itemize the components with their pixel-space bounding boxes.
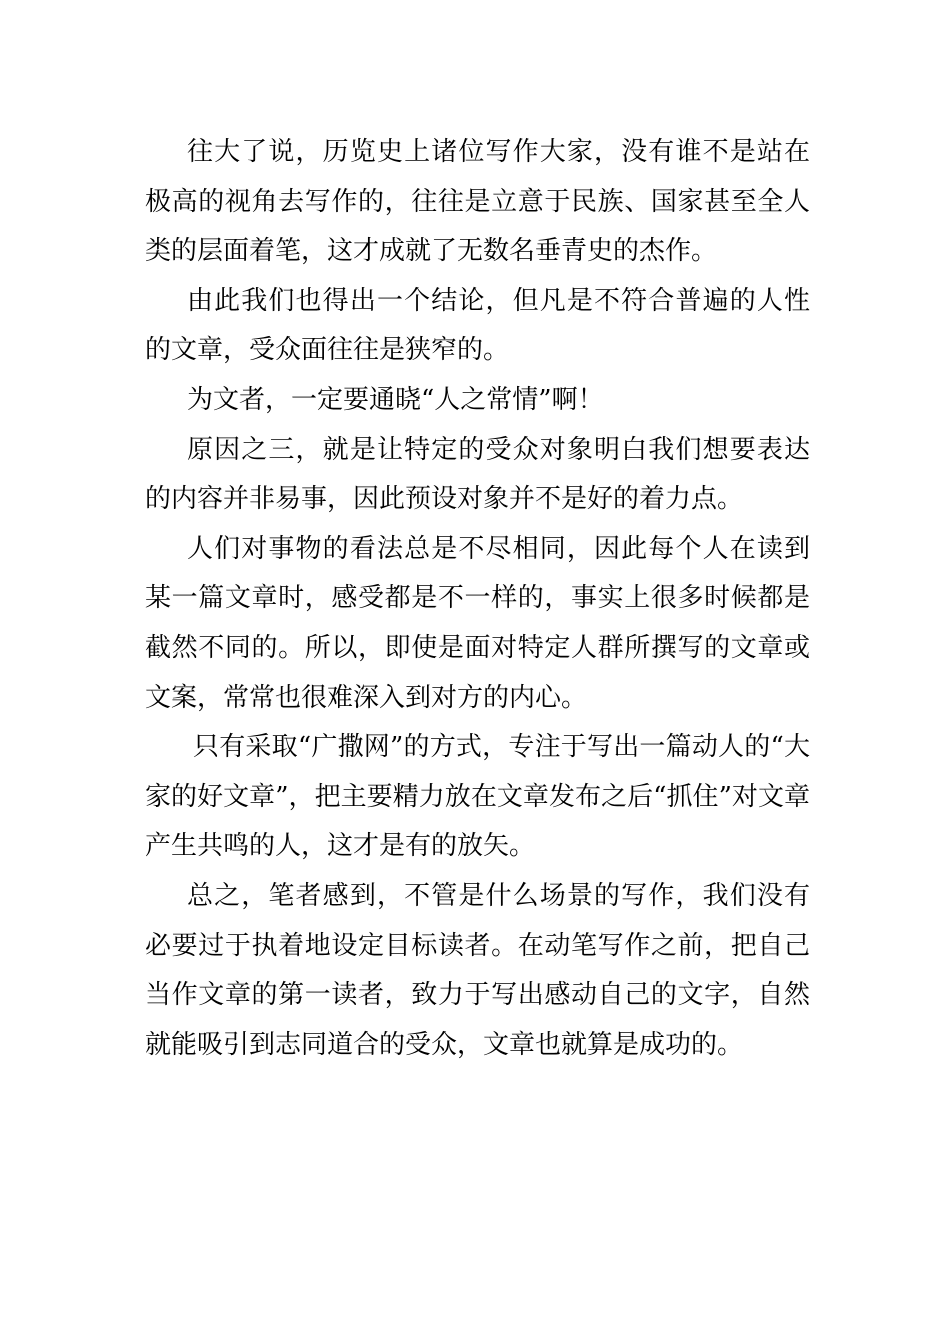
paragraph: 往大了说，历览史上诸位写作大家，没有谁不是站在极高的视角去写作的，往往是立意于民族、国家甚至全人类的层面着笔，这才成就了无数名垂青史的杰作。: [145, 137, 810, 267]
paragraph: 人们对事物的看法总是不尽相同，因此每个人在读到某一篇文章时，感受都是不一样的，事实上很多时候都是截然不同的。所以，即使是面对特定人群所撰写的文章或文案，常常也很难深入到对方的内心。: [145, 533, 810, 713]
paragraph: 由此我们也得出一个结论，但凡是不符合普遍的人性的文章，受众面往往是狭窄的。: [145, 285, 810, 366]
document-body: [145, 128, 810, 1070]
paragraph: 原因之三，就是让特定的受众对象明白我们想要表达的内容并非易事，因此预设对象并不是好的着力点。: [145, 434, 810, 515]
paragraph: 总之，笔者感到，不管是什么场景的写作，我们没有必要过于执着地设定目标读者。在动笔写作之前，把自己当作文章的第一读者，致力于写出感动自己的文字，自然就能吸引到志同道合的受众，文章也就算是成功的。: [145, 880, 810, 1060]
paragraph: 为文者，一定要通晓“人之常情”啊！: [187, 384, 604, 415]
paragraph: 只有采取“广撒网”的方式，专注于写出一篇动人的“大家的好文章”，把主要精力放在文章发布之后“抓住”对文章产生共鸣的人，这才是有的放矢。: [145, 732, 810, 862]
